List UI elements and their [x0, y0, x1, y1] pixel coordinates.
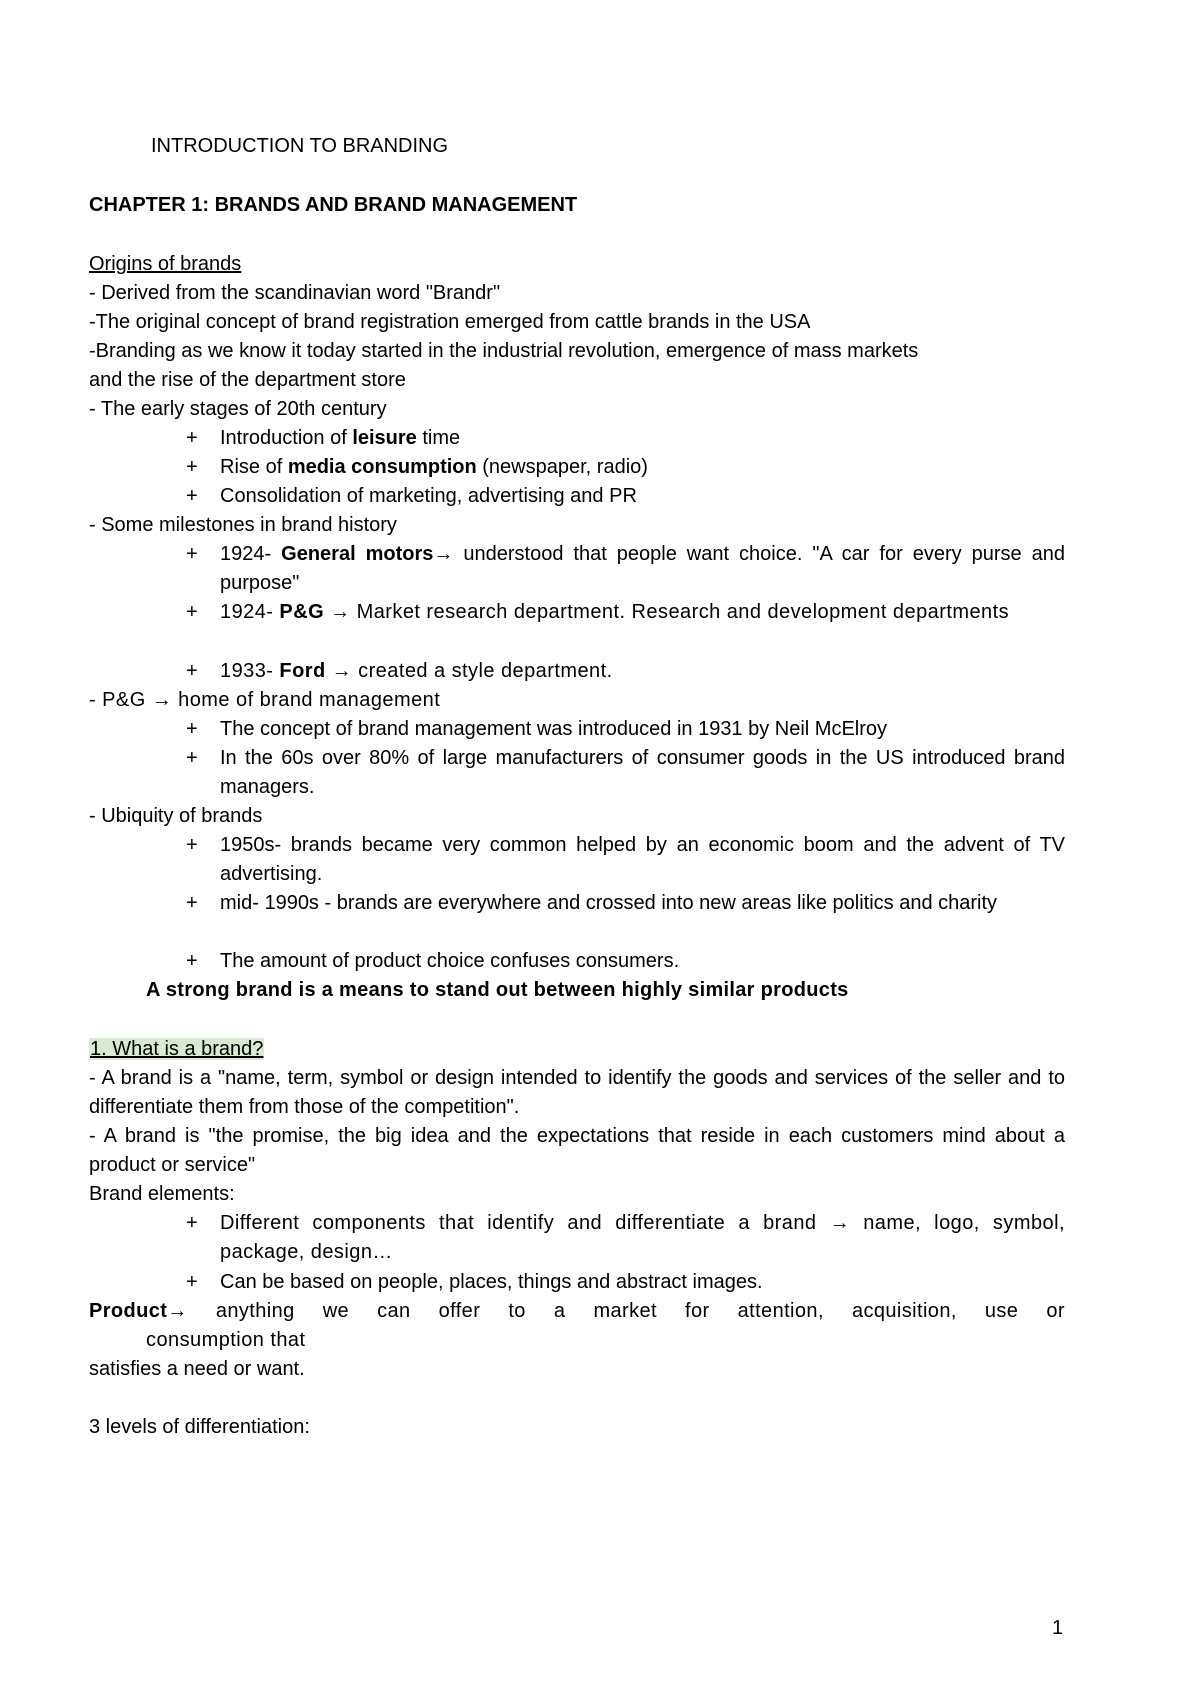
- bullet-product-choice: The amount of product choice confuses consumers.: [220, 950, 680, 972]
- bullet-based-on: Can be based on people, places, things and abstract images.: [220, 1271, 763, 1293]
- product-definition-word: use: [984, 1300, 1019, 1322]
- brand-elements-label: Brand elements:: [89, 1183, 235, 1205]
- product-definition-word: offer: [438, 1300, 481, 1322]
- chapter-heading: CHAPTER 1: BRANDS AND BRAND MANAGEMENT: [89, 194, 578, 216]
- bullet-marker: +: [186, 718, 198, 740]
- product-term: Product→: [89, 1300, 188, 1322]
- levels-of-differentiation: 3 levels of differentiation:: [89, 1416, 310, 1438]
- product-definition-word: we: [322, 1300, 350, 1322]
- bullet-marker: +: [186, 1212, 198, 1234]
- bullet-1990s: mid- 1990s - brands are everywhere and crossed into new areas like politics and charity: [220, 892, 998, 914]
- product-definition-line: [89, 1297, 1065, 1326]
- origins-line-3b: and the rise of the department store: [89, 369, 406, 391]
- bullet-marker: +: [186, 601, 198, 623]
- bullet-mcelroy: The concept of brand management was introduced in 1931 by Neil McElroy: [220, 718, 888, 740]
- product-definition-word: a: [553, 1300, 566, 1322]
- bullet-60s-managers: In the 60s over 80% of large manufacturers of consumer goods in the US introduced brand managers.: [220, 747, 1065, 798]
- bullet-marker: +: [186, 456, 198, 478]
- bullet-general-motors: 1924- General motors→ understood that people want choice. "A car for every purse and purpose": [220, 543, 1066, 594]
- product-definition-word: attention,: [737, 1300, 824, 1322]
- bullet-consolidation: Consolidation of marketing, advertising and PR: [220, 485, 637, 507]
- pg-home-line: - P&G → home of brand management: [89, 689, 441, 711]
- product-definition-tail: satisfies a need or want.: [89, 1358, 305, 1380]
- bullet-media-consumption: Rise of media consumption (newspaper, radio): [220, 456, 648, 478]
- product-definition-word: anything: [215, 1300, 295, 1322]
- product-definition-word: can: [377, 1300, 411, 1322]
- product-definition-word: market: [593, 1300, 657, 1322]
- early-stages-line: - The early stages of 20th century: [89, 398, 387, 420]
- product-definition-word: to: [508, 1300, 526, 1322]
- bullet-marker: +: [186, 950, 198, 972]
- bullet-marker: +: [186, 427, 198, 449]
- brand-definition-2: - A brand is "the promise, the big idea and the expectations that reside in each customers mind about a product or service": [89, 1125, 1065, 1176]
- page-number: 1: [1052, 1617, 1064, 1639]
- origins-line-2: -The original concept of brand registration emerged from cattle brands in the USA: [89, 311, 811, 333]
- ubiquity-line: - Ubiquity of brands: [89, 805, 263, 827]
- bullet-pg-research: 1924- P&G → Market research department. Research and development departments: [220, 601, 1010, 623]
- product-definition-word: for: [685, 1300, 710, 1322]
- product-definition-continuation: consumption that: [146, 1329, 306, 1351]
- bullet-marker: +: [186, 485, 198, 507]
- origins-line-3a: -Branding as we know it today started in the industrial revolution, emergence of mass markets: [89, 340, 919, 362]
- brand-definition-1: - A brand is a "name, term, symbol or design intended to identify the goods and services of the seller and to differentiate them from those of the competition".: [89, 1067, 1065, 1118]
- product-definition-word: acquisition,: [851, 1300, 957, 1322]
- bullet-marker: +: [186, 660, 198, 682]
- bullet-marker: +: [186, 892, 198, 914]
- bullet-marker: +: [186, 834, 198, 856]
- bullet-ford: 1933- Ford → created a style department.: [220, 660, 613, 682]
- bullet-leisure: Introduction of leisure time: [220, 427, 461, 449]
- milestones-line: - Some milestones in brand history: [89, 514, 397, 536]
- document-title: INTRODUCTION TO BRANDING: [151, 135, 449, 157]
- bullet-1950s: 1950s- brands became very common helped by an economic boom and the advent of TV advertising.: [220, 834, 1065, 885]
- bullet-brand-components: Different components that identify and differentiate a brand → name, logo, symbol, package, design…: [220, 1212, 1065, 1263]
- strong-brand-statement: A strong brand is a means to stand out between highly similar products: [146, 979, 849, 1001]
- bullet-marker: +: [186, 747, 198, 769]
- bullet-marker: +: [186, 543, 198, 565]
- origins-heading: Origins of brands: [89, 253, 242, 275]
- product-definition-word: or: [1046, 1300, 1065, 1322]
- origins-line-1: - Derived from the scandinavian word "Brandr": [89, 282, 501, 304]
- bullet-marker: +: [186, 1271, 198, 1293]
- what-is-brand-heading: 1. What is a brand?: [90, 1038, 264, 1060]
